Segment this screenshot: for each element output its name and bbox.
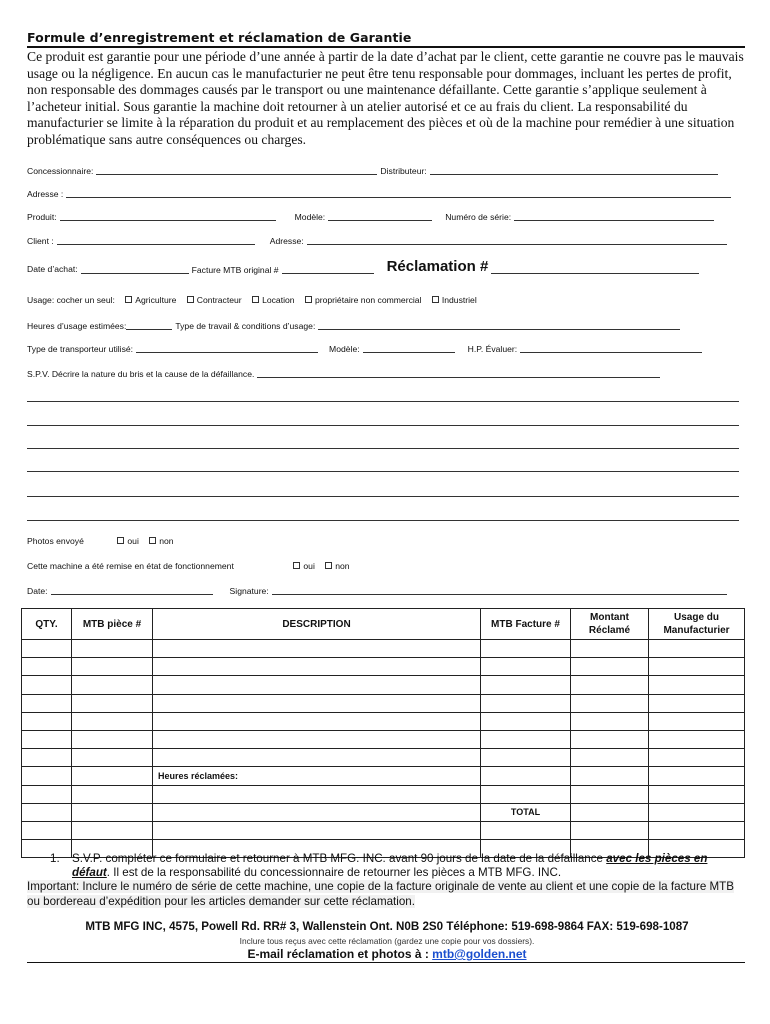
client-address-field[interactable] <box>307 235 727 245</box>
total-label: TOTAL <box>481 803 571 821</box>
description-line[interactable] <box>27 401 739 402</box>
table-row[interactable] <box>22 712 745 730</box>
dealer-label: Concessionnaire: <box>27 166 94 176</box>
checkbox-icon <box>432 296 439 303</box>
email-line <box>27 947 747 961</box>
repaired-row <box>27 561 739 571</box>
product-field[interactable] <box>60 211 276 221</box>
date-field[interactable] <box>51 585 213 595</box>
email-link[interactable]: mtb@golden.net <box>432 947 527 961</box>
date-label: Date: <box>27 586 48 596</box>
description-line[interactable] <box>27 471 739 472</box>
dealer-row <box>27 165 739 176</box>
usage-agriculture-checkbox[interactable]: Agriculture <box>125 295 176 305</box>
table-row[interactable] <box>22 730 745 748</box>
claim-label: Réclamation # <box>386 258 489 275</box>
checkbox-icon <box>293 562 300 569</box>
description-line[interactable] <box>27 520 739 521</box>
purchase-date-label: Date d’achat: <box>27 264 78 274</box>
hp-label: H.P. Évaluer: <box>467 344 518 354</box>
dealer-field[interactable] <box>96 165 377 175</box>
warranty-terms: Ce produit est garantie pour une période d’une année à partir de la date d’achat par le client, cette garantie ne couvre pas le mauvais usage ou la négligence. En aucun cas le manufacturier ne peut être tenu responsable pour dommages, incluant les pertes de profit, non responsable des dommages causés par le transport ou une maintenance défaillante. Cette garantie s’applique seulement à l’acheteur initial. Sous garantie la machine doit retourner à un atelier autorisé et ce au frais du client. La responsabilité du manufacturier se limite à la réparation du produit et au remplacement des pièces et où de la machine pour remédier à une situation problématique sans autre conséquences ou charges. <box>27 49 744 147</box>
checkbox-icon <box>117 537 124 544</box>
model-label: Modèle: <box>294 212 326 222</box>
table-row[interactable] <box>22 785 745 803</box>
carrier-model-field[interactable] <box>363 343 455 353</box>
col-qty: QTY. <box>22 609 72 640</box>
hours-field[interactable] <box>126 320 172 330</box>
table-header-row <box>22 609 745 640</box>
purchase-date-field[interactable] <box>81 264 189 274</box>
repaired-no-checkbox[interactable]: non <box>325 561 349 571</box>
note-text: S.V.P. compléter ce formulaire et retourner à MTB MFG. INC. avant 90 jours de la date de la défaillance <box>72 852 603 865</box>
photos-no-checkbox[interactable]: non <box>149 536 173 546</box>
instruction-note <box>50 852 740 880</box>
signature-row <box>27 585 739 596</box>
photos-yes-checkbox[interactable]: oui <box>117 536 138 546</box>
usage-row <box>27 295 739 305</box>
note-tail: . Il est de la responsabilité du concessionnaire de retourner les pièces a MTB MFG. INC. <box>106 866 562 879</box>
total-row[interactable] <box>22 803 745 821</box>
important-text: Important: Inclure le numéro de série de cette machine, une copie de la facture originale de vente au client et une copie de la facture MTB ou bordereau d’expédition pour les articles demander sur cette réclamation. <box>27 880 734 908</box>
serial-label: Numéro de série: <box>445 212 512 222</box>
keep-copy-note: Inclure tous reçus avec cette réclamation (gardez une copie pour vos dossiers). <box>239 936 535 946</box>
client-address-label: Adresse: <box>269 236 304 246</box>
col-part-number: MTB pièce # <box>72 609 153 640</box>
usage-contractor-checkbox[interactable]: Contracteur <box>187 295 242 305</box>
note-emphasis: avec les pièces en défaut <box>72 852 708 879</box>
carrier-type-label: Type de transporteur utilisé: <box>27 344 134 354</box>
purchase-row <box>27 258 739 275</box>
carrier-type-field[interactable] <box>136 343 318 353</box>
signature-field[interactable] <box>272 585 727 595</box>
invoice-label: Facture MTB original # <box>191 265 279 275</box>
carrier-model-label: Modèle: <box>329 344 360 354</box>
title-rule <box>27 46 745 48</box>
distributor-label: Distributeur: <box>380 166 427 176</box>
checkbox-icon <box>305 296 312 303</box>
spv-label: S.P.V. Décrire la nature du bris et la cause de la défaillance. <box>27 369 255 379</box>
checkbox-icon <box>325 562 332 569</box>
form-title: Formule d’enregistrement et réclamation de Garantie <box>27 30 412 45</box>
checkbox-icon <box>125 296 132 303</box>
client-field[interactable] <box>57 235 255 245</box>
address-field[interactable] <box>66 188 731 198</box>
checkbox-icon <box>252 296 259 303</box>
table-row[interactable] <box>22 676 745 694</box>
work-type-label: Type de travail & conditions d’usage: <box>175 321 316 331</box>
carrier-row <box>27 343 739 354</box>
hours-claimed-row[interactable] <box>22 767 745 785</box>
usage-industrial-checkbox[interactable]: Industriel <box>432 295 477 305</box>
col-amount: Montant Réclamé <box>571 609 649 640</box>
checkbox-icon <box>149 537 156 544</box>
photos-label: Photos envoyé <box>27 536 84 546</box>
repaired-label: Cette machine a été remise en état de fonctionnement <box>27 561 234 571</box>
table-row[interactable] <box>22 640 745 658</box>
description-line[interactable] <box>27 448 739 449</box>
note-number: 1. <box>50 852 60 865</box>
repaired-yes-checkbox[interactable]: oui <box>293 561 314 571</box>
table-row[interactable] <box>22 749 745 767</box>
col-manufacturer-use: Usage du Manufacturier <box>649 609 745 640</box>
address-label: Adresse : <box>27 189 64 199</box>
table-row[interactable] <box>22 821 745 839</box>
model-field[interactable] <box>328 211 432 221</box>
spv-row <box>27 368 739 379</box>
distributor-field[interactable] <box>430 165 718 175</box>
usage-noncommercial-checkbox[interactable]: propriétaire non commercial <box>305 295 422 305</box>
table-row[interactable] <box>22 694 745 712</box>
important-note <box>27 879 747 909</box>
client-row <box>27 235 739 246</box>
invoice-field[interactable] <box>282 264 374 274</box>
usage-rental-checkbox[interactable]: Location <box>252 295 295 305</box>
usage-label: Usage: cocher un seul: <box>27 295 115 305</box>
product-label: Produit: <box>27 212 57 222</box>
table-row[interactable] <box>22 658 745 676</box>
spv-field[interactable] <box>257 368 660 378</box>
hours-claimed-label: Heures réclamées: <box>153 767 481 785</box>
claim-field[interactable] <box>491 264 699 274</box>
work-type-field[interactable] <box>318 320 680 330</box>
col-invoice: MTB Facture # <box>481 609 571 640</box>
hours-row <box>27 320 739 331</box>
bottom-rule <box>27 962 745 963</box>
hours-label: Heures d’usage estimées: <box>27 321 127 331</box>
product-row <box>27 211 739 222</box>
client-label: Client : <box>27 236 54 246</box>
parts-table <box>21 608 745 858</box>
checkbox-icon <box>187 296 194 303</box>
description-line[interactable] <box>27 425 739 426</box>
col-description: DESCRIPTION <box>153 609 481 640</box>
email-label: E-mail réclamation et photos à : <box>247 947 429 961</box>
serial-field[interactable] <box>514 211 714 221</box>
company-address: MTB MFG INC, 4575, Powell Rd. RR# 3, Wallenstein Ont. N0B 2S0 Téléphone: 519-698-9864 FAX: 519-698-1087 <box>85 920 689 933</box>
hp-field[interactable] <box>520 343 702 353</box>
description-line[interactable] <box>27 496 739 497</box>
signature-label: Signature: <box>229 586 269 596</box>
photos-row <box>27 536 739 546</box>
address-row <box>27 188 739 199</box>
